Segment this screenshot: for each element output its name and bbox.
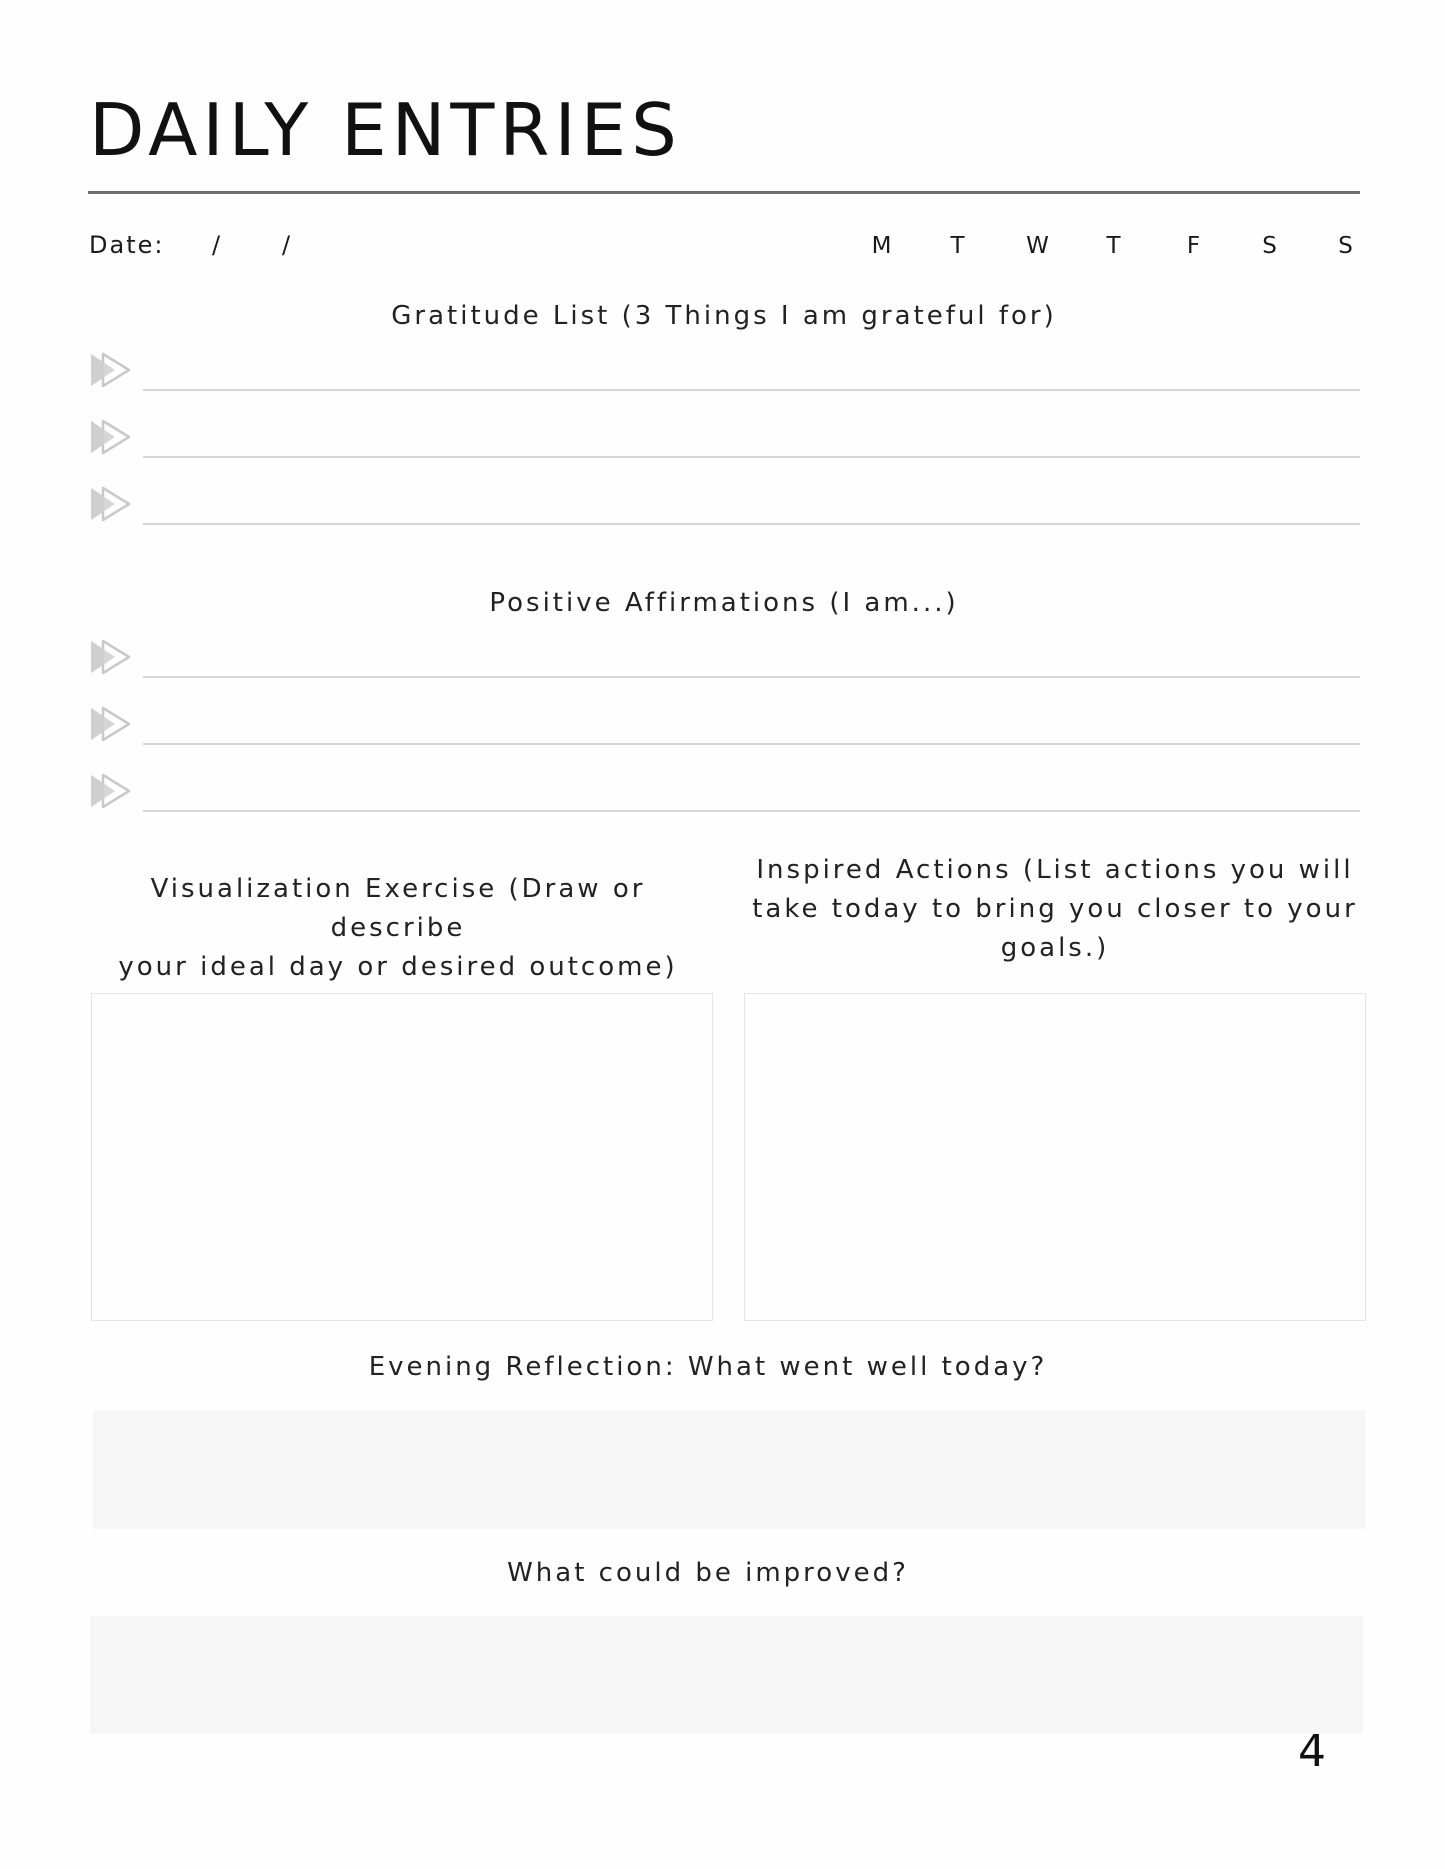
weekday-saturday[interactable]: S <box>1262 233 1278 259</box>
double-arrow-icon <box>89 417 139 457</box>
affirmation-line-2[interactable] <box>143 743 1360 745</box>
evening-reflection-box[interactable] <box>93 1410 1365 1529</box>
visualization-title <box>88 870 708 987</box>
double-arrow-icon <box>89 704 139 744</box>
visualization-title-line: your ideal day or desired outcome) <box>118 952 678 982</box>
improvement-box[interactable] <box>90 1616 1363 1734</box>
date-separator: / <box>212 231 221 259</box>
gratitude-line-2[interactable] <box>143 456 1360 458</box>
weekday-friday[interactable]: F <box>1186 233 1202 259</box>
gratitude-title: Gratitude List (3 Things I am grateful for) <box>391 301 1057 331</box>
date-label: Date: <box>89 231 165 259</box>
inspired-actions-title <box>745 851 1365 968</box>
visualization-title-line: Visualization Exercise (Draw or describe <box>150 874 646 943</box>
double-arrow-icon <box>89 484 139 524</box>
weekday-monday[interactable]: M <box>871 233 893 259</box>
double-arrow-icon <box>89 637 139 677</box>
double-arrow-icon <box>89 771 139 811</box>
gratitude-line-3[interactable] <box>143 523 1360 525</box>
visualization-box[interactable] <box>91 993 713 1321</box>
affirmation-line-1[interactable] <box>143 676 1360 678</box>
weekday-sunday[interactable]: S <box>1338 233 1354 259</box>
inspired-actions-title-line: Inspired Actions (List actions you will <box>756 855 1354 885</box>
date-separator: / <box>282 231 291 259</box>
page-number: 4 <box>1298 1726 1326 1777</box>
evening-reflection-title: Evening Reflection: What went well today? <box>368 1352 1048 1382</box>
inspired-actions-title-line: goals.) <box>1000 933 1110 963</box>
weekday-wednesday[interactable]: W <box>1026 233 1050 259</box>
double-arrow-icon <box>89 350 139 390</box>
weekday-thursday[interactable]: T <box>1106 233 1122 259</box>
page-title: DAILY ENTRIES <box>89 88 682 172</box>
title-divider <box>88 191 1360 194</box>
inspired-actions-title-line: take today to bring you closer to your <box>752 894 1358 924</box>
affirmations-title: Positive Affirmations (I am...) <box>489 588 959 618</box>
improvement-title: What could be improved? <box>507 1558 909 1588</box>
gratitude-line-1[interactable] <box>143 389 1360 391</box>
affirmation-line-3[interactable] <box>143 810 1360 812</box>
inspired-actions-box[interactable] <box>744 993 1366 1321</box>
weekday-tuesday[interactable]: T <box>950 233 966 259</box>
